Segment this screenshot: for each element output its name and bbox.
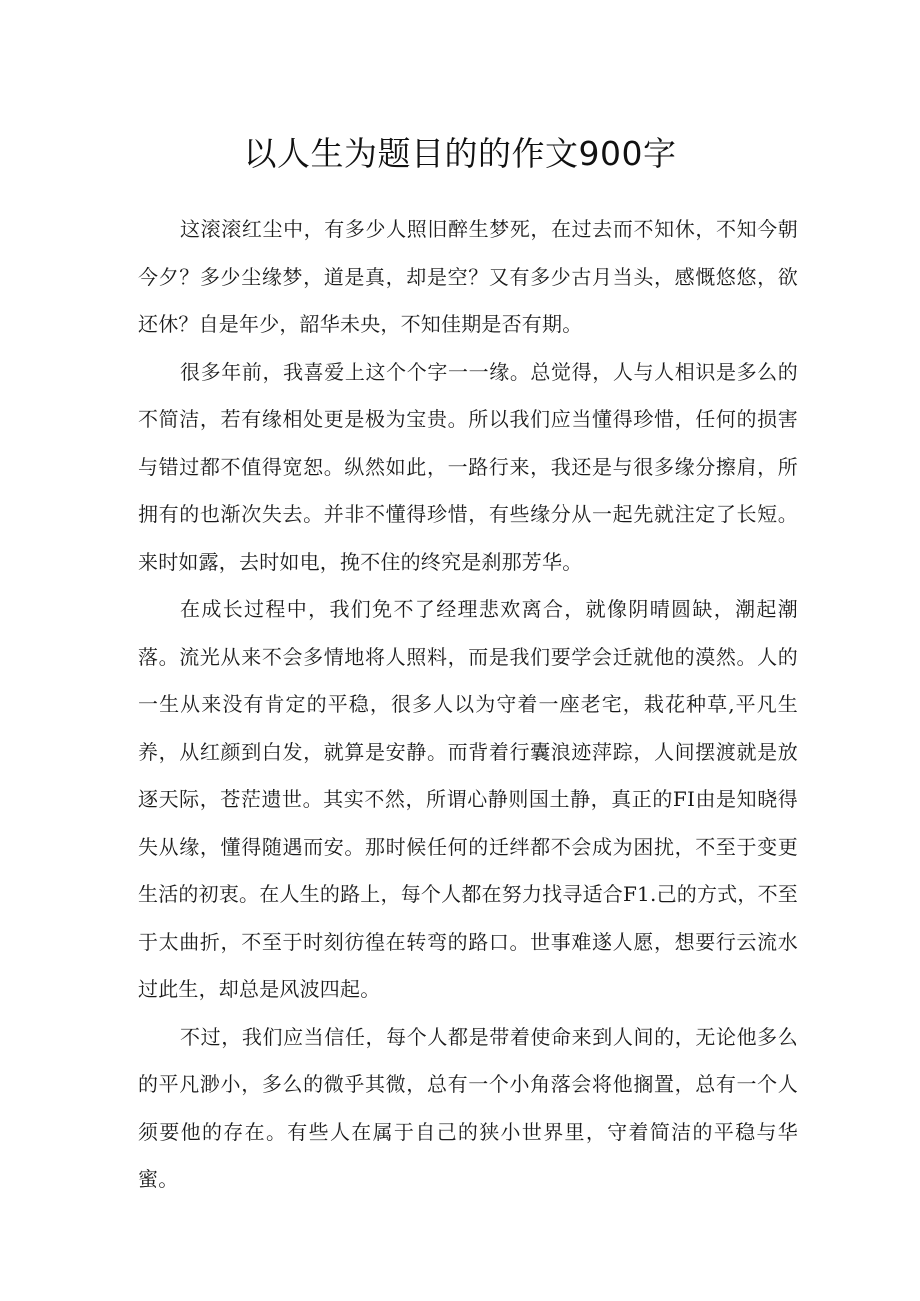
paragraph-3: 在成长过程中，我们免不了经理悲欢离合，就像阴晴圆缺，潮起潮落。流光从来不会多情地将人照料，而是我们要学会迁就他的漠然。人的一生从来没有肯定的平稳，很多人以为守着一座老宅，栽花种草,平凡生养，从红颜到白发，就算是安静。而背着行囊浪迹萍踪，人间摆渡就是放逐天际，苍茫遗世。其实不然，所谓心静则国土静，真正的FI由是知晓得失从缘，懂得随遇而安。那时候任何的迁绊都不会成为困扰，不至于变更生活的初衷。在人生的路上，每个人都在努力找寻适合F1.己的方式，不至于太曲折，不至于时刻彷徨在转弯的路口。世事难遂人愿，想要行云流水过此生，却总是风波四起。 bbox=[138, 597, 798, 1001]
paragraph-2: 很多年前，我喜爱上这个个字一一缘。总觉得，人与人相识是多么的不简洁，若有缘相处更是极为宝贵。所以我们应当懂得珍惜，任何的损害与错过都不值得宽恕。纵然如此，一路行来，我还是与很多缘分擦肩，所拥有的也渐次失去。并非不懂得珍惜，有些缘分从一起先就注定了长短。来时如露，去时如电，挽不住的终究是刹那芳华。 bbox=[138, 359, 798, 574]
paragraph-4: 不过，我们应当信任，每个人都是带着使命来到人间的，无论他多么的平凡渺小，多么的微乎其微，总有一个小角落会将他搁置，总有一个人须要他的存在。有些人在属于自己的狭小世界里，守着简洁的平稳与华蜜。 bbox=[138, 1024, 798, 1191]
document-body bbox=[138, 206, 798, 1204]
document-title: 以人生为题目的的作文900字 bbox=[243, 134, 677, 173]
paragraph-1: 这滚滚红尘中，有多少人照旧醉生梦死，在过去而不知休，不知今朝今夕？多少尘缘梦，道是真，却是空？又有多少古月当头，感慨悠悠，欲还休？自是年少，韶华未央，不知佳期是否有期。 bbox=[138, 217, 798, 336]
